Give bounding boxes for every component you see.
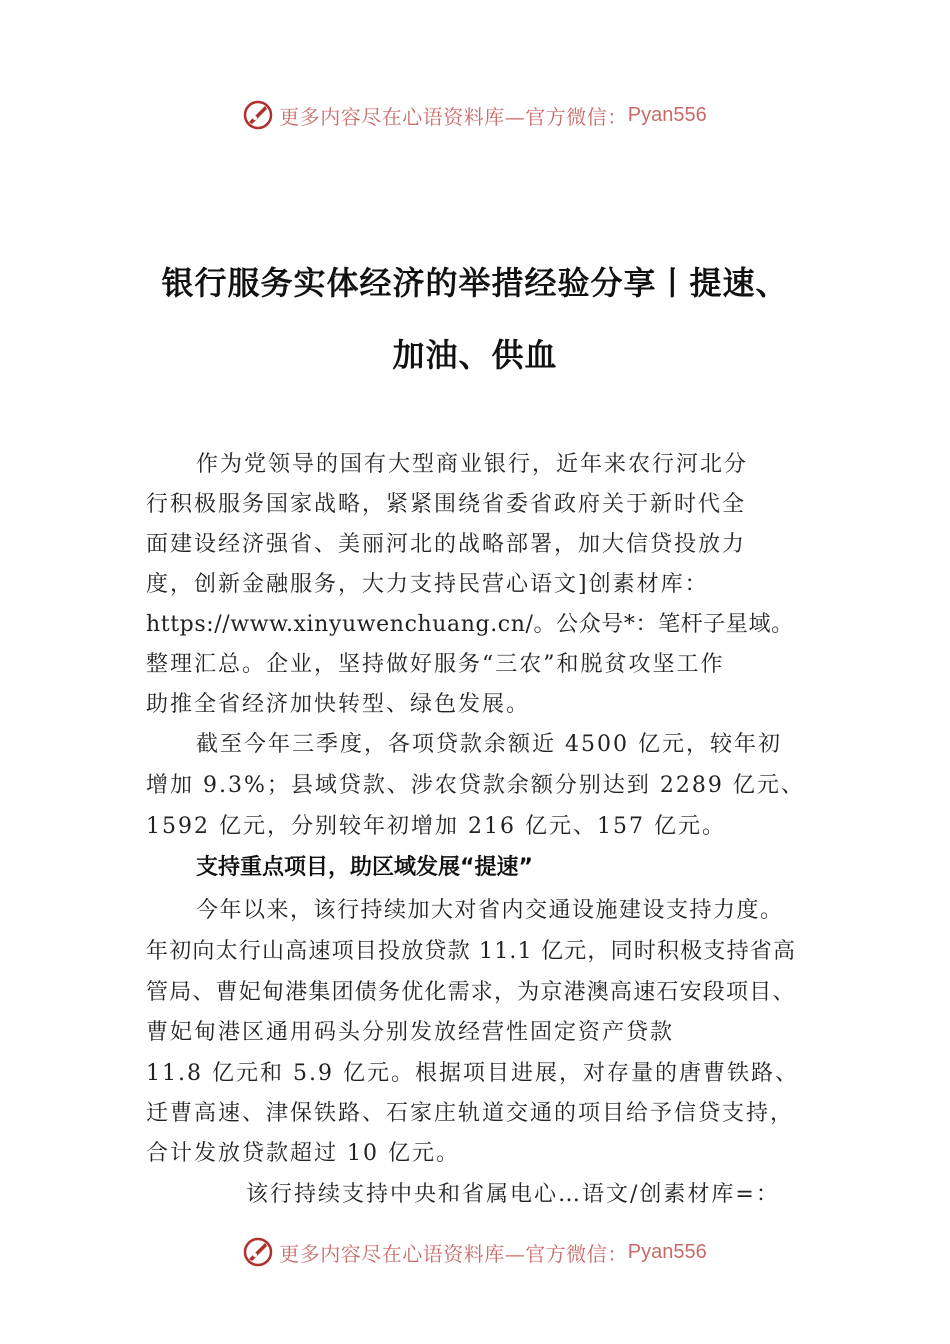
wechat-id: Pyan556 [627,1240,707,1263]
paragraph-line: 该行持续支持中央和省属电心…语文/创素材库=： [246,1182,780,1207]
paragraph-line: https://www.xinyuwenchuang.cn/。公众号*：笔杆子星域。 [146,612,794,637]
pen-logo-icon [243,100,273,130]
paragraph-line: 截至今年三季度，各项贷款余额近 4500 亿元，较年初 [196,732,782,757]
paragraph-line: 年初向太行山高速项目投放贷款 11.1 亿元，同时积极支持省高 [146,939,797,964]
paragraph-line: 1592 亿元，分别较年初增加 216 亿元、157 亿元。 [146,814,726,839]
paragraph-line: 作为党领导的国有大型商业银行，近年来农行河北分 [196,452,749,477]
paragraph-line: 整理汇总。企业，坚持做好服务“三农”和脱贫攻坚工作 [146,652,725,677]
wechat-id: Pyan556 [627,103,707,126]
banner-text: 更多内容尽在心语资料库—官方微信： [279,1241,628,1266]
paragraph-line: 助推全省经济加快转型、绿色发展。 [146,692,531,717]
paragraph-line: 行积极服务国家战略，紧紧围绕省委省政府关于新时代全 [146,492,747,517]
header-watermark-banner [0,95,950,135]
paragraph-line: 11.8 亿元和 5.9 亿元。根据项目进展，对存量的唐曹铁路、 [146,1061,799,1086]
paragraph-line: 合计发放贷款超过 10 亿元。 [146,1141,460,1166]
paragraph-line: 面建设经济强省、美丽河北的战略部署，加大信贷投放力 [146,532,747,557]
pen-logo-icon [243,1237,273,1267]
banner-text: 更多内容尽在心语资料库—官方微信： [279,104,628,129]
paragraph-line: 管局、曹妃甸港集团债务优化需求，为京港澳高速石安段项目、 [146,980,796,1005]
paragraph-line: 迁曹高速、津保铁路、石家庄轨道交通的项目给予信贷支持， [146,1101,795,1126]
paragraph-line: 增加 9.3%；县域贷款、涉农贷款余额分别达到 2289 亿元、 [146,773,805,798]
section-heading: 支持重点项目，助区域发展“提速” [196,855,533,880]
footer-watermark-banner [0,1232,950,1272]
paragraph-line: 曹妃甸港区通用码头分别发放经营性固定资产贷款 [146,1020,675,1045]
document-title-line1: 银行服务实体经济的举措经验分享丨提速、 [161,264,789,302]
paragraph-line: 今年以来，该行持续加大对省内交通设施建设支持力度。 [196,898,784,923]
paragraph-line: 度，创新金融服务，大力支持民营心语文]创素材库： [146,572,709,597]
document-title-line2: 加油、供血 [392,336,558,374]
